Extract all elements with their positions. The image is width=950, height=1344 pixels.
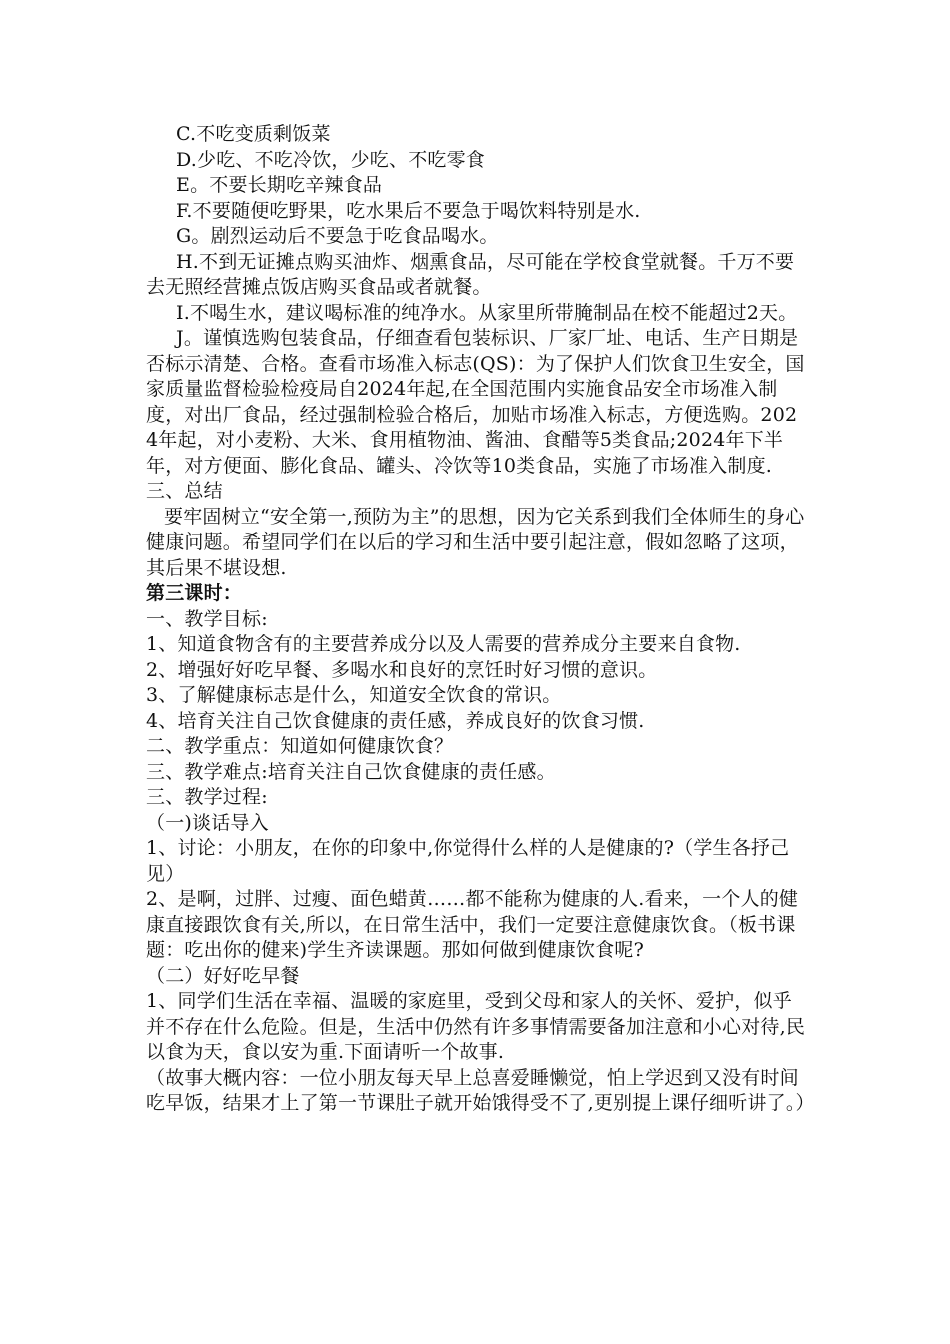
process-item: 1、同学们生活在幸福、温暖的家庭里，受到父母和家人的关怀、爱护，似乎并不存在什么危险。但是，生活中仍然有许多事情需要备加注意和小心对待,民以食为天，食以安为重.下面请听一个故事. — [146, 990, 806, 1063]
subsection-heading: （二）好好吃早餐 — [146, 964, 300, 987]
process-heading: 三、教学过程: — [146, 786, 268, 808]
list-item: G。剧烈运动后不要急于吃食品喝水。 — [176, 225, 499, 247]
goal-item: 1、知道食物含有的主要营养成分以及人需要的营养成分主要来自食物. — [146, 633, 741, 655]
list-item: D.少吃、不吃冷饮，少吃、不吃零食 — [176, 148, 485, 171]
section-heading-summary: 三、总结 — [146, 480, 223, 502]
lesson-heading: 第三课时： — [146, 582, 243, 604]
subsection-heading: （一)谈话导入 — [146, 811, 269, 834]
list-item: I.不喝生水，建议喝标准的纯净水。从家里所带腌制品在校不能超过2天。 — [176, 301, 798, 324]
process-item: （故事大概内容：一位小朋友每天早上总喜爱睡懒觉，怕上学迟到又没有时间吃早饭，结果才上了第一节课肚子就开始饿得受不了,更别提上课仔细听讲了。） — [146, 1066, 815, 1114]
list-item: J。谨慎选购包装食品，仔细查看包装标识、厂家厂址、电话、生产日期是否标示清楚、合格。查看市场准入标志(QS)：为了保护人们饮食卫生安全，国家质量监督检验检疫局自2024年起,在全国范围内实施食品安全市场准入制度，对出厂食品，经过强制检验合格后，加贴市场准入标志，方便选购。2024年起，对小麦粉、大米、食用植物油、酱油、食醋等5类食品;2024年下半年，对方便面、膨化食品、罐头、冷饮等10类食品，实施了市场准入制度. — [146, 327, 805, 477]
goal-item: 2、增强好好吃早餐、多喝水和良好的烹饪时好习惯的意识。 — [146, 658, 658, 681]
key-point: 二、教学重点：知道如何健康饮食？ — [146, 735, 454, 757]
list-item: H.不到无证摊点购买油炸、烟熏食品，尽可能在学校食堂就餐。千万不要去无照经营摊点饭店购买食品或者就餐。 — [146, 250, 795, 298]
goal-item: 3、了解健康标志是什么，知道安全饮食的常识。 — [146, 684, 562, 706]
process-item: 1、讨论：小朋友，在你的印象中,你觉得什么样的人是健康的?（学生各抒己见） — [146, 837, 790, 885]
document-body — [146, 122, 815, 1117]
list-item: F.不要随便吃野果，吃水果后不要急于喝饮料特别是水. — [176, 199, 641, 222]
list-item: E。不要长期吃辛辣食品 — [176, 174, 383, 196]
summary-paragraph: 要牢固树立“安全第一,预防为主”的思想，因为它关系到我们全体师生的身心健康问题。希望同学们在以后的学习和生活中要引起注意，假如忽略了这项，其后果不堪设想. — [146, 505, 805, 579]
goal-item: 4、培育关注自己饮食健康的责任感，养成良好的饮食习惯. — [146, 709, 645, 732]
difficulty: 三、教学难点:培育关注自己饮食健康的责任感。 — [146, 760, 556, 783]
list-item: C.不吃变质剩饭菜 — [176, 123, 331, 145]
goals-heading: 一、教学目标: — [146, 607, 268, 630]
process-item: 2、是啊，过胖、过瘦、面色蜡黄……都不能称为健康的人.看来，一个人的健康直接跟饮食有关,所以，在日常生活中，我们一定要注意健康饮食。（板书课题：吃出你的健来)学生齐读课题。那如何做到健康饮食呢? — [146, 888, 799, 961]
